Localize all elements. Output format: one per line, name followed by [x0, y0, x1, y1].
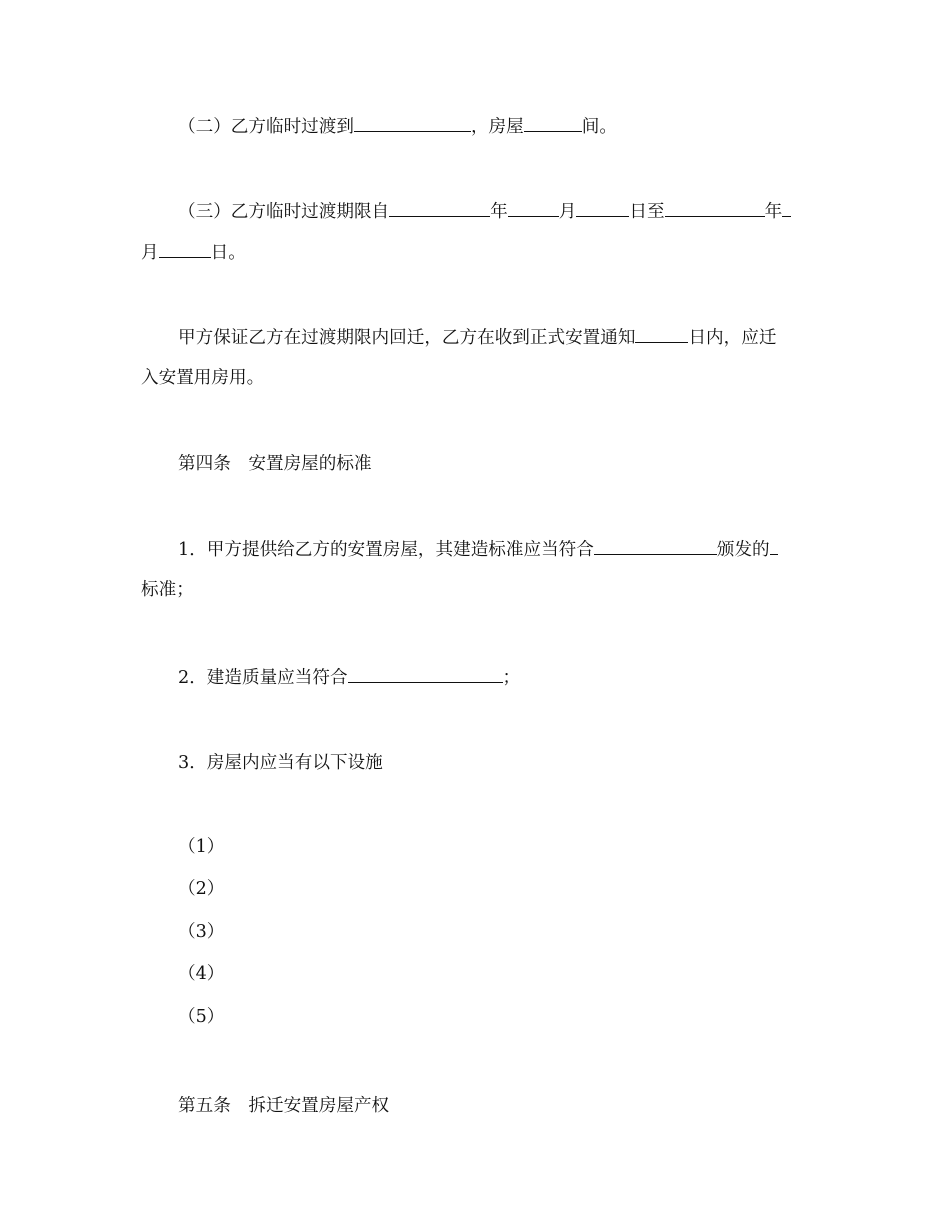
article-4-item-1 — [178, 538, 778, 561]
text: 甲方保证乙方在过渡期限内回迁，乙方在收到正式安置通知 — [178, 328, 636, 348]
text: （二）乙方临时过渡到 — [178, 117, 354, 137]
clause-transition-period — [178, 200, 791, 223]
article-5-heading: 第五条 拆迁安置房屋产权 — [178, 1096, 390, 1116]
facility-item: （5） — [178, 1007, 225, 1027]
article-4-item-3: 3．房屋内应当有以下设施 — [178, 753, 383, 773]
text: 年 — [764, 202, 783, 222]
blank-field — [594, 538, 717, 555]
text: 2．建造质量应当符合 — [178, 668, 348, 688]
article-4-item-1-cont: 标准； — [141, 580, 194, 600]
blank-field — [159, 241, 211, 258]
text: 年 — [490, 202, 508, 222]
article-4-heading: 第四条 安置房屋的标准 — [178, 454, 372, 474]
text: 1．甲方提供给乙方的安置房屋，其建造标准应当符合 — [178, 540, 594, 560]
text: 间。 — [581, 117, 617, 137]
facility-item: （1） — [178, 837, 225, 857]
text: 日内，应迁 — [688, 328, 777, 348]
blank-field — [524, 115, 582, 132]
blank-field — [782, 200, 791, 217]
facility-item: （4） — [178, 964, 225, 984]
text: 日。 — [210, 243, 246, 263]
blank-field — [635, 326, 688, 343]
blank-field — [389, 200, 490, 217]
text: 颁发的 — [716, 540, 770, 560]
article-4-item-2 — [178, 666, 520, 689]
blank-field — [508, 200, 559, 217]
blank-field — [354, 115, 471, 132]
text: 月 — [558, 202, 577, 222]
facility-item: （3） — [178, 922, 225, 942]
text: 月 — [141, 243, 159, 263]
blank-field — [576, 200, 629, 217]
text: ，房屋 — [470, 117, 524, 137]
text: （三）乙方临时过渡期限自 — [178, 202, 390, 222]
blank-field — [665, 200, 765, 217]
blank-field — [770, 538, 778, 555]
clause-temporary-transition-location — [178, 115, 617, 138]
text: 日至 — [629, 202, 665, 222]
clause-transition-period-cont — [141, 241, 246, 264]
clause-guarantee-cont: 入安置用房用。 — [141, 368, 265, 388]
text: ； — [502, 668, 521, 688]
clause-guarantee — [178, 326, 776, 349]
blank-field — [348, 666, 503, 683]
facility-item: （2） — [178, 879, 225, 899]
